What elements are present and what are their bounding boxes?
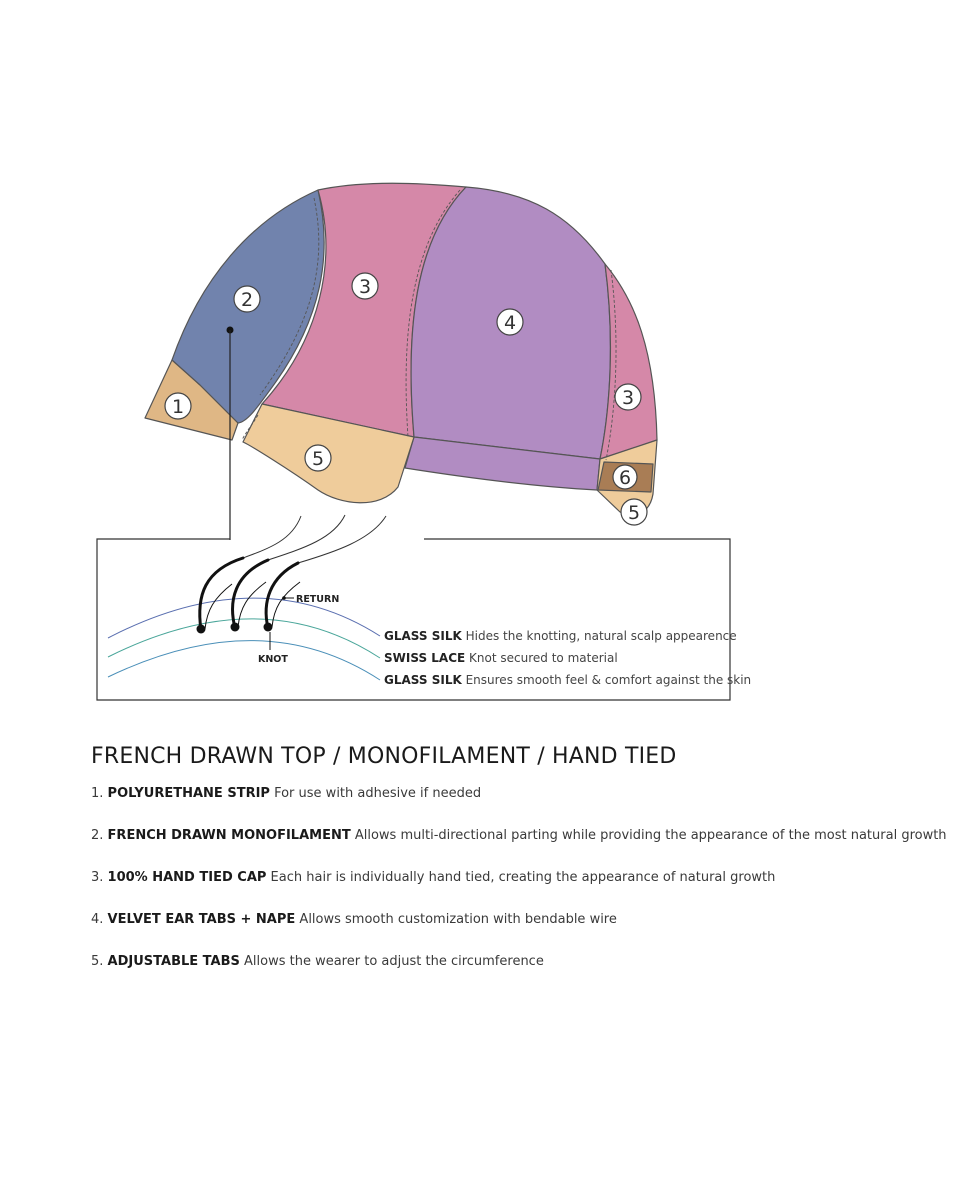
knot-pointer xyxy=(258,632,288,665)
svg-text:5: 5 xyxy=(311,448,325,470)
layer-arc-mid xyxy=(108,619,380,658)
layer-arc-bottom xyxy=(108,641,380,680)
feature-desc: Allows smooth customization with bendable wire xyxy=(299,912,617,927)
marker-5-back xyxy=(621,499,647,525)
hair-strands-top xyxy=(243,515,386,563)
marker-1 xyxy=(165,393,191,419)
marker-2 xyxy=(234,286,260,312)
svg-text:4: 4 xyxy=(503,312,517,334)
knot-marks xyxy=(197,623,273,634)
layer-2-text: SWISS LACE Knot secured to material xyxy=(384,651,618,665)
knot-label: KNOT xyxy=(258,654,288,665)
marker-3-back xyxy=(615,384,641,410)
feature-number: 1. xyxy=(91,786,104,801)
feature-item-3 xyxy=(91,870,971,912)
layer-1-text: GLASS SILK Hides the knotting, natural scalp appearence xyxy=(384,629,737,643)
svg-text:3: 3 xyxy=(621,387,635,409)
feature-name: 100% HAND TIED CAP xyxy=(107,870,267,885)
wig-cap-illustration xyxy=(145,183,657,515)
feature-list xyxy=(91,786,971,996)
feature-name: POLYURETHANE STRIP xyxy=(107,786,270,801)
return-pointer xyxy=(282,594,339,605)
feature-number: 5. xyxy=(91,954,104,969)
feature-name: VELVET EAR TABS + NAPE xyxy=(107,912,296,927)
feature-item-4 xyxy=(91,912,971,954)
svg-text:5: 5 xyxy=(627,502,641,524)
svg-text:2: 2 xyxy=(240,289,254,311)
feature-name: ADJUSTABLE TABS xyxy=(107,954,240,969)
feature-desc: Allows multi-directional parting while providing the appearance of the most natural growth xyxy=(354,828,947,843)
marker-4 xyxy=(497,309,523,335)
svg-text:1: 1 xyxy=(171,396,185,418)
feature-desc: Each hair is individually hand tied, creating the appearance of natural growth xyxy=(270,870,776,885)
svg-text:3: 3 xyxy=(358,276,372,298)
return-label: RETURN xyxy=(296,594,340,605)
feature-desc: Allows the wearer to adjust the circumference xyxy=(244,954,544,969)
layer-3-text: GLASS SILK Ensures smooth feel & comfort against the skin xyxy=(384,673,752,687)
feature-name: FRENCH DRAWN MONOFILAMENT xyxy=(107,828,351,843)
feature-item-5 xyxy=(91,954,971,996)
feature-number: 3. xyxy=(91,870,104,885)
feature-item-2 xyxy=(91,828,971,870)
feature-desc: For use with adhesive if needed xyxy=(274,786,482,801)
feature-item-1 xyxy=(91,786,971,828)
feature-number: 2. xyxy=(91,828,104,843)
inset-box xyxy=(97,539,751,700)
marker-3-front xyxy=(352,273,378,299)
marker-5-front xyxy=(305,445,331,471)
feature-number: 4. xyxy=(91,912,104,927)
marker-6 xyxy=(613,465,637,489)
svg-text:6: 6 xyxy=(618,467,632,489)
page-title: FRENCH DRAWN TOP / MONOFILAMENT / HAND TIED xyxy=(91,744,677,769)
